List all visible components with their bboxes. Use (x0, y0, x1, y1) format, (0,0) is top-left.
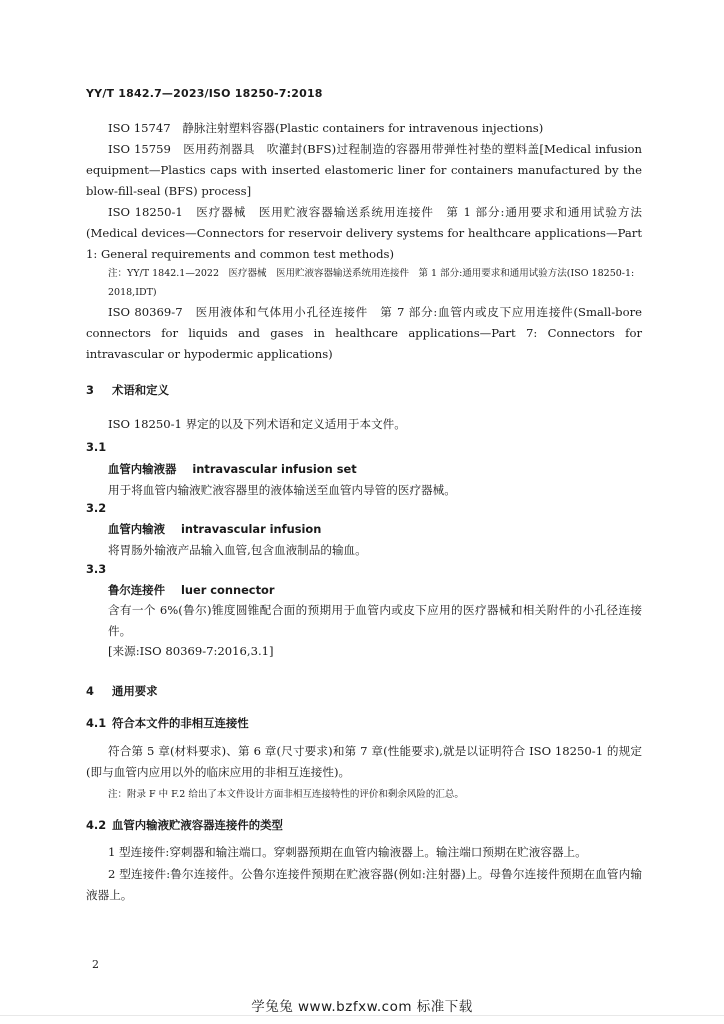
section-4-2-paragraph-2: 2 型连接件:鲁尔连接件。公鲁尔连接件预期在贮液容器(例如:注射器)上。母鲁尔连接件预期在血管内输液器上。 (86, 867, 642, 902)
section-4-1-number: 4.1 (86, 716, 107, 730)
ref-iso-18250-1: ISO 18250-1 医疗器械 医用贮液容器输送系统用连接件 第 1 部分:通用要求和通用试验方法(Medical devices—Connectors for reservoir delivery systems for healthcare applications—Part 1: General requirements and common test methods) (86, 205, 642, 261)
document-header: YY/T 1842.7—2023/ISO 18250-7:2018 (86, 87, 323, 100)
term-3-1-en: intravascular infusion set (192, 462, 357, 476)
section-4-2-heading (86, 817, 283, 833)
term-3-2-definition: 将胃肠外输液产品输入血管,包含血液制品的输血。 (108, 543, 367, 557)
section-3-heading (86, 382, 169, 398)
term-3-2-number: 3.2 (86, 501, 107, 515)
term-3-1-definition: 用于将血管内输液贮液容器里的液体输送至血管内导管的医疗器械。 (108, 483, 456, 497)
section-4-1-heading (86, 715, 249, 731)
term-3-2 (108, 521, 321, 537)
section-4-1-note: 注：附录 F 中 F.2 给出了本文件设计方面非相互连接特性的评价和剩余风险的汇总。 (108, 789, 464, 800)
section-4-number: 4 (86, 684, 94, 698)
term-3-3-definition: 含有一个 6%(鲁尔)锥度圆锥配合面的预期用于血管内或皮下应用的医疗器械和相关附件的小孔径连接件。 (108, 603, 642, 638)
term-3-3-zh: 鲁尔连接件 (108, 583, 165, 597)
watermark-footer: 学兔兔 www.bzfxw.com 标准下载 (251, 999, 473, 1015)
section-4-heading (86, 683, 158, 699)
term-3-1-number: 3.1 (86, 440, 107, 454)
ref-iso-15747: ISO 15747 静脉注射塑料容器(Plastic containers for intravenous injections) (108, 121, 544, 135)
ref-iso-80369-7: ISO 80369-7 医用液体和气体用小孔径连接件 第 7 部分:血管内或皮下应用连接件(Small-bore connectors for liquids and gases in healthcare applications—Part 7: Connectors for intravascular or hypodermic applications) (86, 305, 642, 361)
term-3-3-source: [来源:ISO 80369-7:2016,3.1] (108, 644, 274, 658)
section-3-number: 3 (86, 383, 94, 397)
ref-iso-15759: ISO 15759 医用药剂器具 吹灌封(BFS)过程制造的容器用带弹性衬垫的塑料盖[Medical infusion equipment—Plastics caps with inserted elastomeric liner for containers manufactured by the blow-fill-seal (BFS) process] (86, 142, 642, 198)
section-3-intro: ISO 18250-1 界定的以及下列术语和定义适用于本文件。 (108, 417, 406, 431)
term-3-1-zh: 血管内输液器 (108, 462, 177, 476)
section-3-title: 术语和定义 (112, 383, 169, 397)
section-4-1-title: 符合本文件的非相互连接性 (112, 716, 249, 730)
section-4-1-paragraph: 符合第 5 章(材料要求)、第 6 章(尺寸要求)和第 7 章(性能要求),就是以证明符合 ISO 18250-1 的规定(即与血管内应用以外的临床应用的非相互连接性)。 (86, 744, 642, 779)
term-3-3-number: 3.3 (86, 562, 107, 576)
page-number: 2 (92, 958, 99, 971)
term-3-2-en: intravascular infusion (180, 522, 322, 536)
term-3-1 (108, 461, 357, 477)
term-3-3-en: luer connector (180, 583, 275, 597)
page-edge-line (0, 1015, 724, 1016)
term-3-2-zh: 血管内输液 (108, 522, 165, 536)
term-3-3 (108, 582, 274, 598)
section-4-2-title: 血管内输液贮液容器连接件的类型 (112, 818, 283, 832)
section-4-title: 通用要求 (112, 684, 158, 698)
section-4-2-number: 4.2 (86, 818, 107, 832)
section-4-2-paragraph-1: 1 型连接件:穿刺器和输注端口。穿刺器预期在血管内输液器上。输注端口预期在贮液容器上。 (108, 845, 587, 859)
ref-note: 注：YY/T 1842.1—2022 医疗器械 医用贮液容器输送系统用连接件 第 1 部分:通用要求和通用试验方法(ISO 18250-1: 2018,IDT) (108, 268, 635, 298)
